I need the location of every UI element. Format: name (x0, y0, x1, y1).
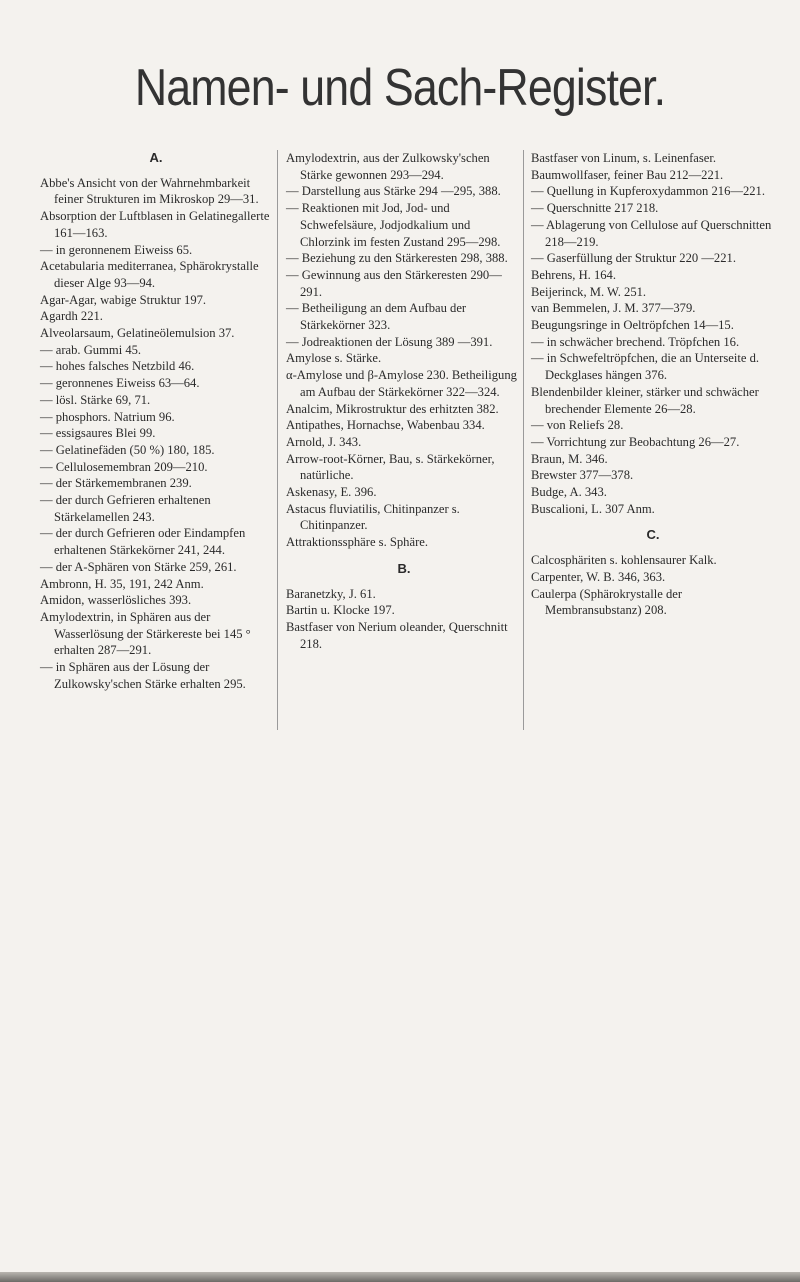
index-entry: Buscalioni, L. 307 Anm. (531, 501, 655, 516)
index-entry: Caulerpa (Sphärokrystalle der Membransubstanz) 208. (531, 586, 683, 618)
index-entry: Blendenbilder kleiner, stärker und schwächer brechender Elemente 26—28. (531, 384, 759, 416)
index-entry: — von Reliefs 28. (531, 418, 624, 433)
index-entry: — Gaserfüllung der Struktur 220 —221. (531, 251, 736, 266)
index-entry: — der durch Gefrieren erhaltenen Stärkelamellen 243. (40, 493, 211, 524)
index-entry: Budge, A. 343. (531, 485, 607, 500)
index-entry: — Quellung in Kupferoxydammon 216—221. (531, 184, 766, 199)
index-entry: — Reaktionen mit Jod, Jod- und Schwefelsäure, Jodjodkalium und Chlorzink im festen Zustand 295—298. (286, 201, 501, 249)
index-entry: Astacus fluviatilis, Chitinpanzer s. Chitinpanzer. (286, 501, 460, 533)
index-entry: — Vorrichtung zur Beobachtung 26—27. (531, 434, 740, 449)
index-entry: — in Sphären aus der Lösung der Zulkowsky'schen Stärke erhalten 295. (40, 660, 246, 691)
section-letter: A. (149, 150, 163, 165)
index-entry: van Bemmelen, J. M. 377—379. (531, 301, 696, 316)
index-entry: — essigsaures Blei 99. (40, 426, 156, 441)
index-entry: Antipathes, Hornachse, Wabenbau 334. (286, 418, 485, 433)
index-entry: Attraktionssphäre s. Sphäre. (286, 535, 428, 550)
index-entry: — geronnenes Eiweiss 63—64. (40, 376, 200, 391)
index-entry: Carpenter, W. B. 346, 363. (531, 569, 666, 584)
index-entry: — Jodreaktionen der Lösung 389 —391. (286, 334, 493, 349)
index-entry: Askenasy, E. 396. (286, 485, 377, 500)
index-entry: Bartin u. Klocke 197. (286, 603, 395, 618)
index-column-1 (40, 150, 272, 693)
index-entry: — Gelatinefäden (50 %) 180, 185. (40, 442, 215, 457)
index-entry: Absorption der Luftblasen in Gelatinegallerte 161—163. (40, 209, 270, 240)
section-letter: B. (397, 560, 411, 576)
index-entry: — lösl. Stärke 69, 71. (40, 392, 151, 407)
page-title: Namen- und Sach-Register. (134, 59, 666, 117)
index-entry: Agardh 221. (40, 309, 103, 324)
index-entry: — in schwächer brechend. Tröpfchen 16. (531, 334, 740, 349)
index-entry: — Beziehung zu den Stärkeresten 298, 388. (286, 251, 508, 266)
index-entry: — der durch Gefrieren oder Eindampfen erhaltenen Stärkekörner 241, 244. (40, 526, 246, 558)
index-entry: — in geronnenem Eiweiss 65. (40, 242, 193, 257)
index-entry: — hohes falsches Netzbild 46. (40, 359, 195, 374)
index-entry: — Betheiligung an dem Aufbau der Stärkekörner 323. (286, 301, 467, 333)
index-entry: — der A-Sphären von Stärke 259, 261. (40, 559, 237, 574)
index-entry: — in Schwefeltröpfchen, die an Unterseite d. Deckglases hängen 376. (531, 351, 760, 383)
index-entry: — Darstellung aus Stärke 294 —295, 388. (286, 184, 501, 199)
index-entry: Amylodextrin, aus der Zulkowsky'schen Stärke gewonnen 293—294. (286, 151, 490, 182)
index-entry: — Querschnitte 217 218. (531, 201, 659, 216)
index-entry: Alveolarsaum, Gelatineölemulsion 37. (40, 326, 235, 341)
index-entry: Bastfaser von Linum, s. Leinenfaser. (531, 151, 717, 165)
index-entry: — Ablagerung von Cellulose auf Querschnitten 218—219. (531, 217, 772, 249)
index-entry: Baumwollfaser, feiner Bau 212—221. (531, 167, 724, 182)
index-entry: — Cellulosemembran 209—210. (40, 459, 208, 474)
index-entry: Brewster 377—378. (531, 468, 634, 483)
index-entry: Beijerinck, M. W. 251. (531, 284, 647, 299)
column-divider (277, 150, 278, 730)
index-entry: Calcosphäriten s. kohlensaurer Kalk. (531, 553, 717, 568)
index-entry: — der Stärkemembranen 239. (40, 476, 192, 491)
index-entry: Beugungsringe in Oeltröpfchen 14—15. (531, 318, 734, 333)
index-entry: Agar-Agar, wabige Struktur 197. (40, 292, 207, 307)
section-letter: C. (646, 527, 660, 543)
index-entry: Behrens, H. 164. (531, 267, 616, 282)
index-entry: Ambronn, H. 35, 191, 242 Anm. (40, 576, 204, 591)
index-column-2 (286, 150, 522, 652)
index-entry: Bastfaser von Nerium oleander, Querschnitt 218. (286, 619, 508, 651)
index-entry: Arrow-root-Körner, Bau, s. Stärkekörner, natürliche. (286, 451, 495, 483)
index-entry: Acetabularia mediterranea, Sphärokrystalle dieser Alge 93—94. (40, 259, 259, 290)
index-entry: Abbe's Ansicht von der Wahrnehmbarkeit feiner Strukturen im Mikroskop 29—31. (40, 175, 259, 207)
index-entry: α-Amylose und β-Amylose 230. Betheiligung am Aufbau der Stärkekörner 322—324. (286, 368, 517, 399)
index-entry: Baranetzky, J. 61. (286, 586, 376, 601)
index-entry: Amylodextrin, in Sphären aus der Wasserlösung der Stärkereste bei 145 ° erhalten 287—291. (40, 609, 251, 658)
index-column-3 (531, 150, 775, 619)
index-entry: Braun, M. 346. (531, 451, 608, 466)
index-entry: — phosphors. Natrium 96. (40, 409, 175, 424)
index-entry: Analcim, Mikrostruktur des erhitzten 382. (286, 401, 499, 416)
index-entry: Amylose s. Stärke. (286, 351, 382, 366)
index-entry: — Gewinnung aus den Stärkeresten 290—291. (286, 267, 502, 299)
index-entry: Amidon, wasserlösliches 393. (40, 593, 192, 608)
index-entry: Arnold, J. 343. (286, 434, 362, 449)
column-divider (523, 150, 524, 730)
index-entry: — arab. Gummi 45. (40, 342, 142, 357)
page-edge-band (0, 1272, 800, 1282)
